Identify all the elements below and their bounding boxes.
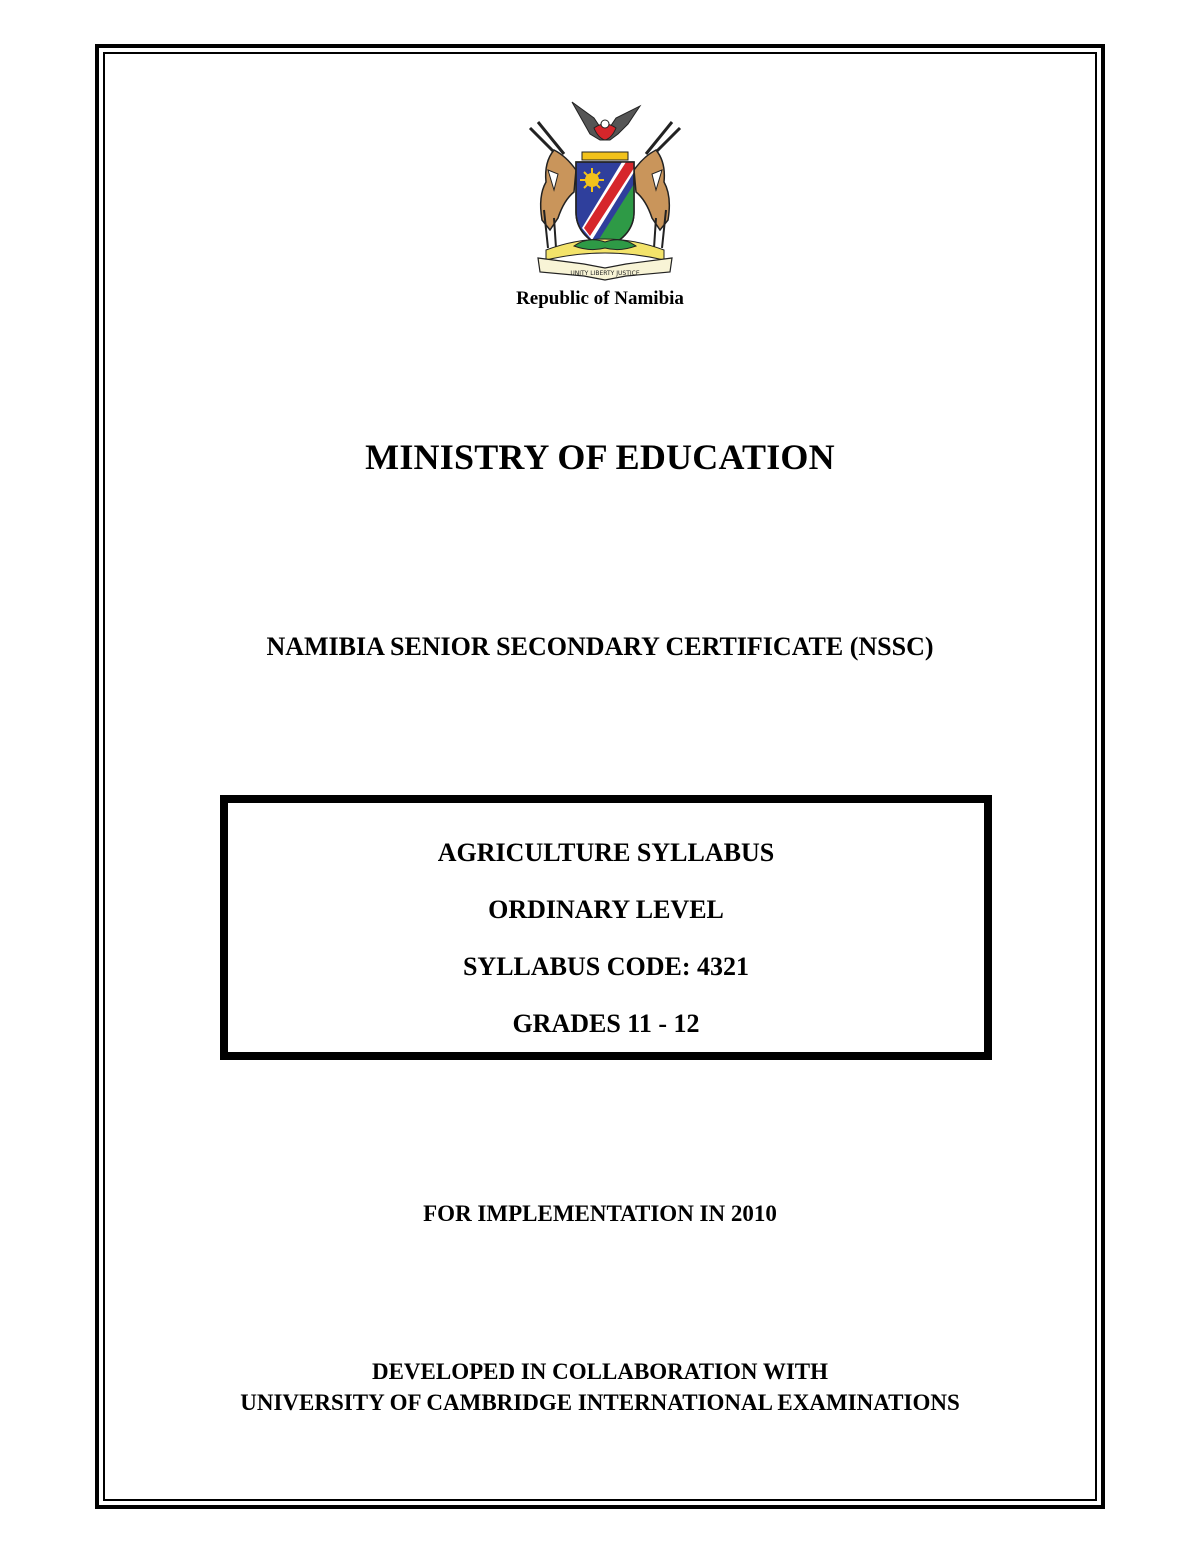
subject-name: AGRICULTURE SYLLABUS [437,838,775,867]
implementation-year: FOR IMPLEMENTATION IN 2010 [423,1201,777,1226]
collaboration-line-1: DEVELOPED IN COLLABORATION WITH [371,1359,829,1384]
motto-text: UNITY LIBERTY JUSTICE [570,270,640,277]
ministry-title: MINISTRY OF EDUCATION [365,437,835,477]
country-name: Republic of Namibia [516,288,684,309]
syllabus-level: ORDINARY LEVEL [488,895,724,924]
syllabus-code: SYLLABUS CODE: 4321 [462,952,750,981]
collaboration-line-2: UNIVERSITY OF CAMBRIDGE INTERNATIONAL EXAMINATIONS [240,1390,960,1415]
syllabus-info-box [220,795,992,1060]
namibia-coat-of-arms-icon [524,100,686,282]
collaboration-statement [103,1356,1097,1418]
certificate-title: NAMIBIA SENIOR SECONDARY CERTIFICATE (NSSC) [266,632,934,661]
grades-range: GRADES 11 - 12 [512,1009,700,1038]
